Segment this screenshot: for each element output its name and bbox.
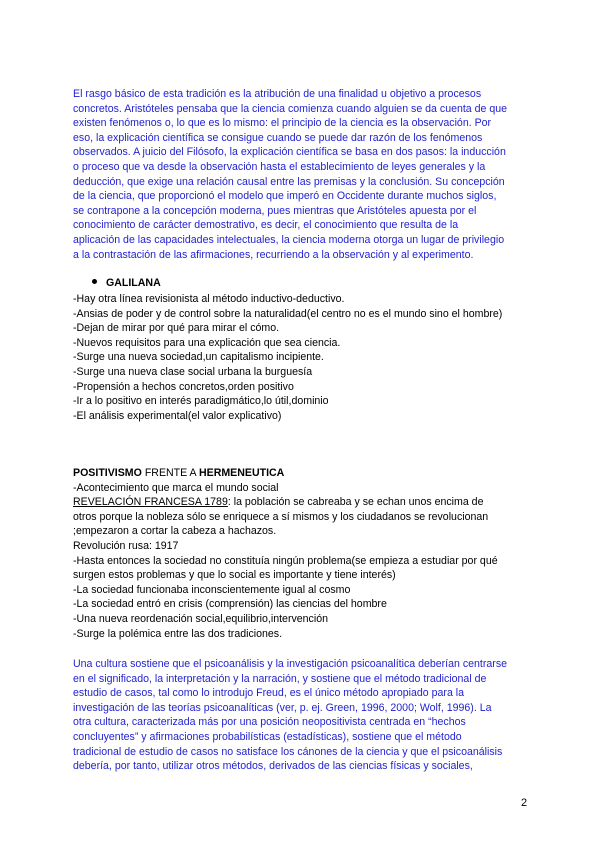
intro-line: deducción, que exige una relación causal entre las premisas y la conclusión. Su concepción	[73, 175, 505, 188]
list-item: -La sociedad funcionaba inconscientemente igual al cosmo	[73, 583, 351, 596]
list-item: -Surge una nueva sociedad,un capitalismo incipiente.	[73, 351, 324, 364]
galilana-list	[73, 292, 502, 423]
intro-line: conocimiento de carácter demostrativo, es decir, el conocimiento que resulta de la	[73, 219, 459, 232]
revolution-line	[73, 495, 543, 510]
list-item: -La sociedad entró en crisis (comprensión) las ciencias del hombre	[73, 598, 387, 611]
list-item: -Acontecimiento que marca el mundo social	[73, 481, 279, 494]
section-title-part: POSITIVISMO	[73, 467, 142, 479]
closing-line: Una cultura sostiene que el psicoanálisis y la investigación psicoanalítica deberían centrarse	[73, 658, 508, 670]
closing-line: investigación de las teorías psicoanalíticas (ver, p. ej. Green, 1996, 2000; Wolf, 1996). La	[73, 701, 492, 714]
list-item: -Propensión a hechos concretos,orden positivo	[73, 380, 294, 393]
list-item: -Ir a lo positivo en interés paradigmático,lo útil,dominio	[73, 395, 329, 408]
intro-paragraph	[73, 87, 533, 262]
list-item: -Nuevos requisitos para una explicación que sea ciencia.	[73, 336, 341, 349]
section-title-part: HERMENEUTICA	[198, 467, 285, 479]
intro-line: eso, la explicación científica se consigue cuando se puede dar razón de los fenómenos	[73, 131, 483, 144]
galilana-heading	[92, 277, 161, 289]
list-item: surgen estos problemas y que lo social es importante y tiene interés)	[73, 569, 396, 582]
list-item: -El análisis experimental(el valor explicativo)	[73, 409, 282, 422]
closing-line: tradicional de estudio de casos no satisface los cánones de la ciencia y que el psicoanálisis	[73, 745, 503, 758]
closing-line: debería, por tanto, utilizar otros métodos, derivados de las ciencias físicas y sociales,	[73, 760, 473, 773]
intro-line: El rasgo básico de esta tradición es la atribución de una finalidad u objetivo a procesos	[73, 88, 482, 100]
list-item: -Surge una nueva clase social urbana la burguesía	[73, 365, 313, 378]
list-item: -Ansias de poder y de control sobre la naturalidad(el centro no es el mundo sino el hombre)	[73, 307, 503, 320]
intro-line: aplicación de las capacidades intelectuales, la ciencia moderna otorga un lugar de privilegio	[73, 233, 505, 246]
section-title-part: FRENTE A	[141, 467, 199, 479]
list-item: ;empezaron a cortar la cabeza a hachazos.	[73, 525, 277, 538]
positivismo-section	[73, 466, 543, 641]
list-item: Revolución rusa: 1917	[73, 539, 179, 552]
bullet-icon	[92, 279, 97, 284]
closing-line: concluyentes” y afirmaciones probabilísticas (estadísticas), sostiene que el método	[73, 730, 462, 743]
intro-line: se contrapone a la concepción moderna, pues mientras que Aristóteles apuesta por el	[73, 204, 477, 217]
galilana-heading-text: GALILANA	[106, 277, 161, 289]
intro-line: de la ciencia, que proporcionó el modelo que imperó en Occidente durante muchos siglos,	[73, 190, 497, 203]
list-item: otros porque la nobleza sólo se enriquece a sí mismos y los ciudadanos se revolucionan	[73, 510, 489, 523]
revolution-rest: : la población se cabreaba y se echan unos encima de	[227, 496, 484, 509]
list-item: -Hasta entonces la sociedad no constituía ningún problema(se empieza a estudiar por qué	[73, 554, 498, 567]
closing-line: otra cultura, caracterizada más por una posición neopositivista centrada en “hechos	[73, 716, 466, 729]
page-number: 2	[521, 797, 528, 809]
intro-line: concretos. Aristóteles pensaba que la ciencia comienza cuando alguien se da cuenta de que	[73, 102, 508, 115]
list-item: -Una nueva reordenación social,equilibrio,intervención	[73, 612, 328, 625]
intro-line: observados. A juicio del Filósofo, la explicación científica se basa en dos pasos: la inducción	[73, 146, 506, 159]
intro-line: existen fenómenos o, lo que es lo mismo: el principio de la ciencia es la observación. Por	[73, 117, 492, 130]
closing-paragraph	[73, 657, 533, 774]
list-item: -Dejan de mirar por qué para mirar el cómo.	[73, 322, 280, 335]
intro-line: o proceso que va desde la observación hasta el establecimiento de leyes generales y la	[73, 160, 486, 173]
closing-line: en el significado, la interpretación y la narración, y sostiene que el método tradicional de	[73, 672, 487, 685]
section-title	[73, 466, 543, 481]
revolution-label: REVELACIÓN FRANCESA 1789	[73, 496, 228, 509]
closing-line: estudio de casos, tal como lo introdujo Freud, es el único método apropiado para la	[73, 687, 465, 700]
list-item: -Surge la polémica entre las dos tradiciones.	[73, 627, 283, 640]
list-item: -Hay otra línea revisionista al método inductivo-deductivo.	[73, 293, 345, 305]
intro-line: a la contrastación de las afirmaciones, recurriendo a la observación y al experimento.	[73, 248, 474, 261]
